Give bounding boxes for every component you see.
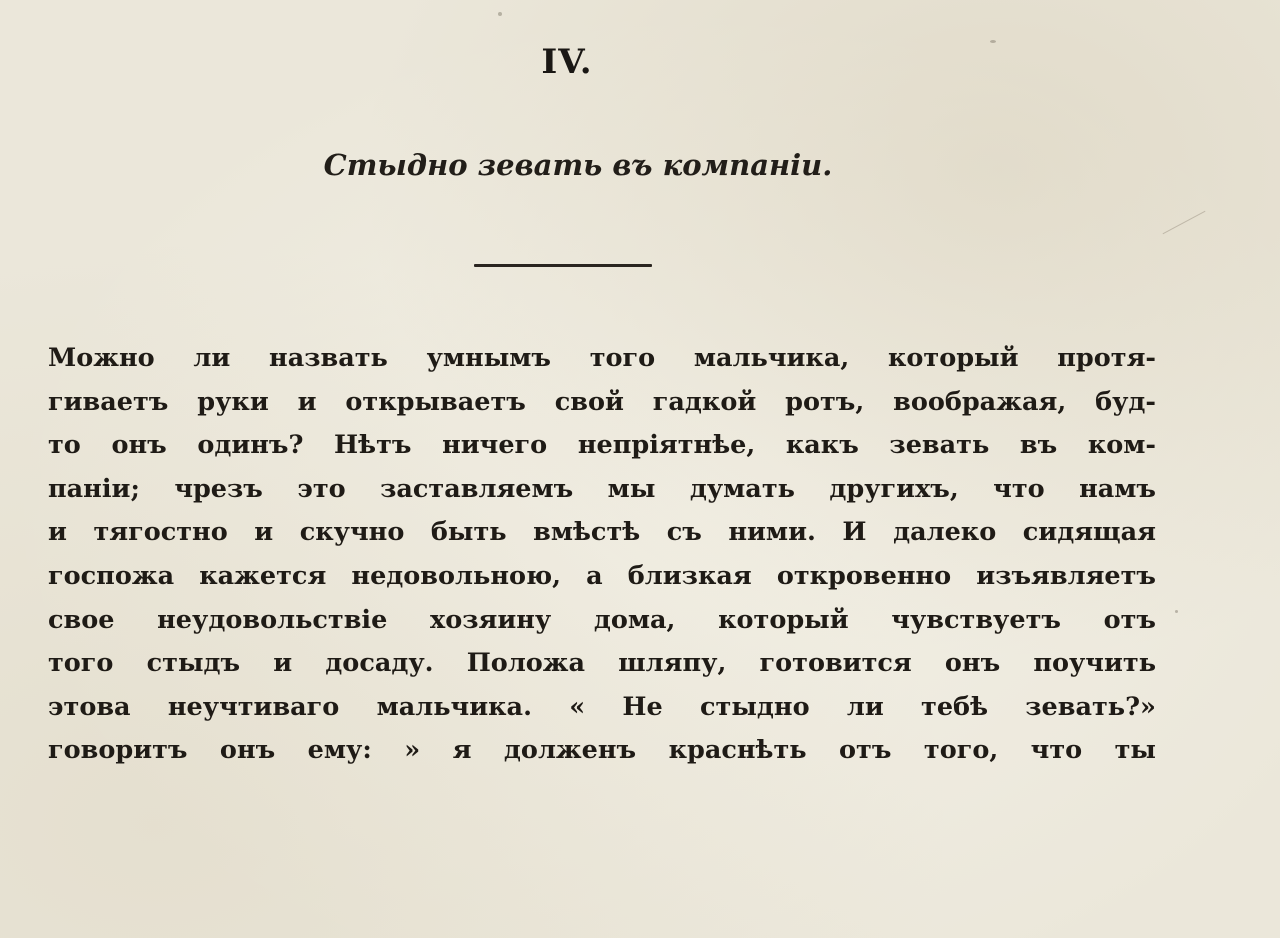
title-divider: [474, 264, 652, 267]
text-line: гиваетъ руки и открываетъ свой гадкой ротъ, воображая, буд-: [48, 386, 1156, 417]
paper-fleck: [1175, 610, 1178, 613]
chapter-title: Стыдно зевать въ компаніи.: [323, 148, 833, 182]
text-line: и тягостно и скучно быть вмѣстѣ съ ними. И далеко сидящая: [48, 517, 1156, 548]
text-line: этова неучтиваго мальчика. « Не стыдно ли тебѣ зевать?»: [48, 691, 1156, 722]
text-line: того стыдъ и досаду. Положа шляпу, готовится онъ поучить: [48, 648, 1156, 679]
text-line: говоритъ онъ ему: » я долженъ краснѣть отъ того, что ты: [48, 735, 1156, 766]
chapter-number: IV.: [541, 42, 593, 82]
text-line: Можно ли назвать умнымъ того мальчика, который протя-: [48, 343, 1156, 373]
text-line: госпожа кажется недовольною, а близкая откровенно изъявляетъ: [48, 560, 1156, 591]
paper-scratch: [1163, 211, 1206, 234]
body-paragraph: [48, 337, 1156, 773]
paper-fleck: [498, 12, 502, 16]
text-line: свое неудовольствіе хозяину дома, который чувствуетъ отъ: [48, 604, 1156, 635]
text-line: то онъ одинъ? Нѣтъ ничего непріятнѣе, какъ зевать въ ком-: [48, 430, 1156, 461]
text-line: паніи; чрезъ это заставляемъ мы думать другихъ, что намъ: [48, 473, 1156, 504]
